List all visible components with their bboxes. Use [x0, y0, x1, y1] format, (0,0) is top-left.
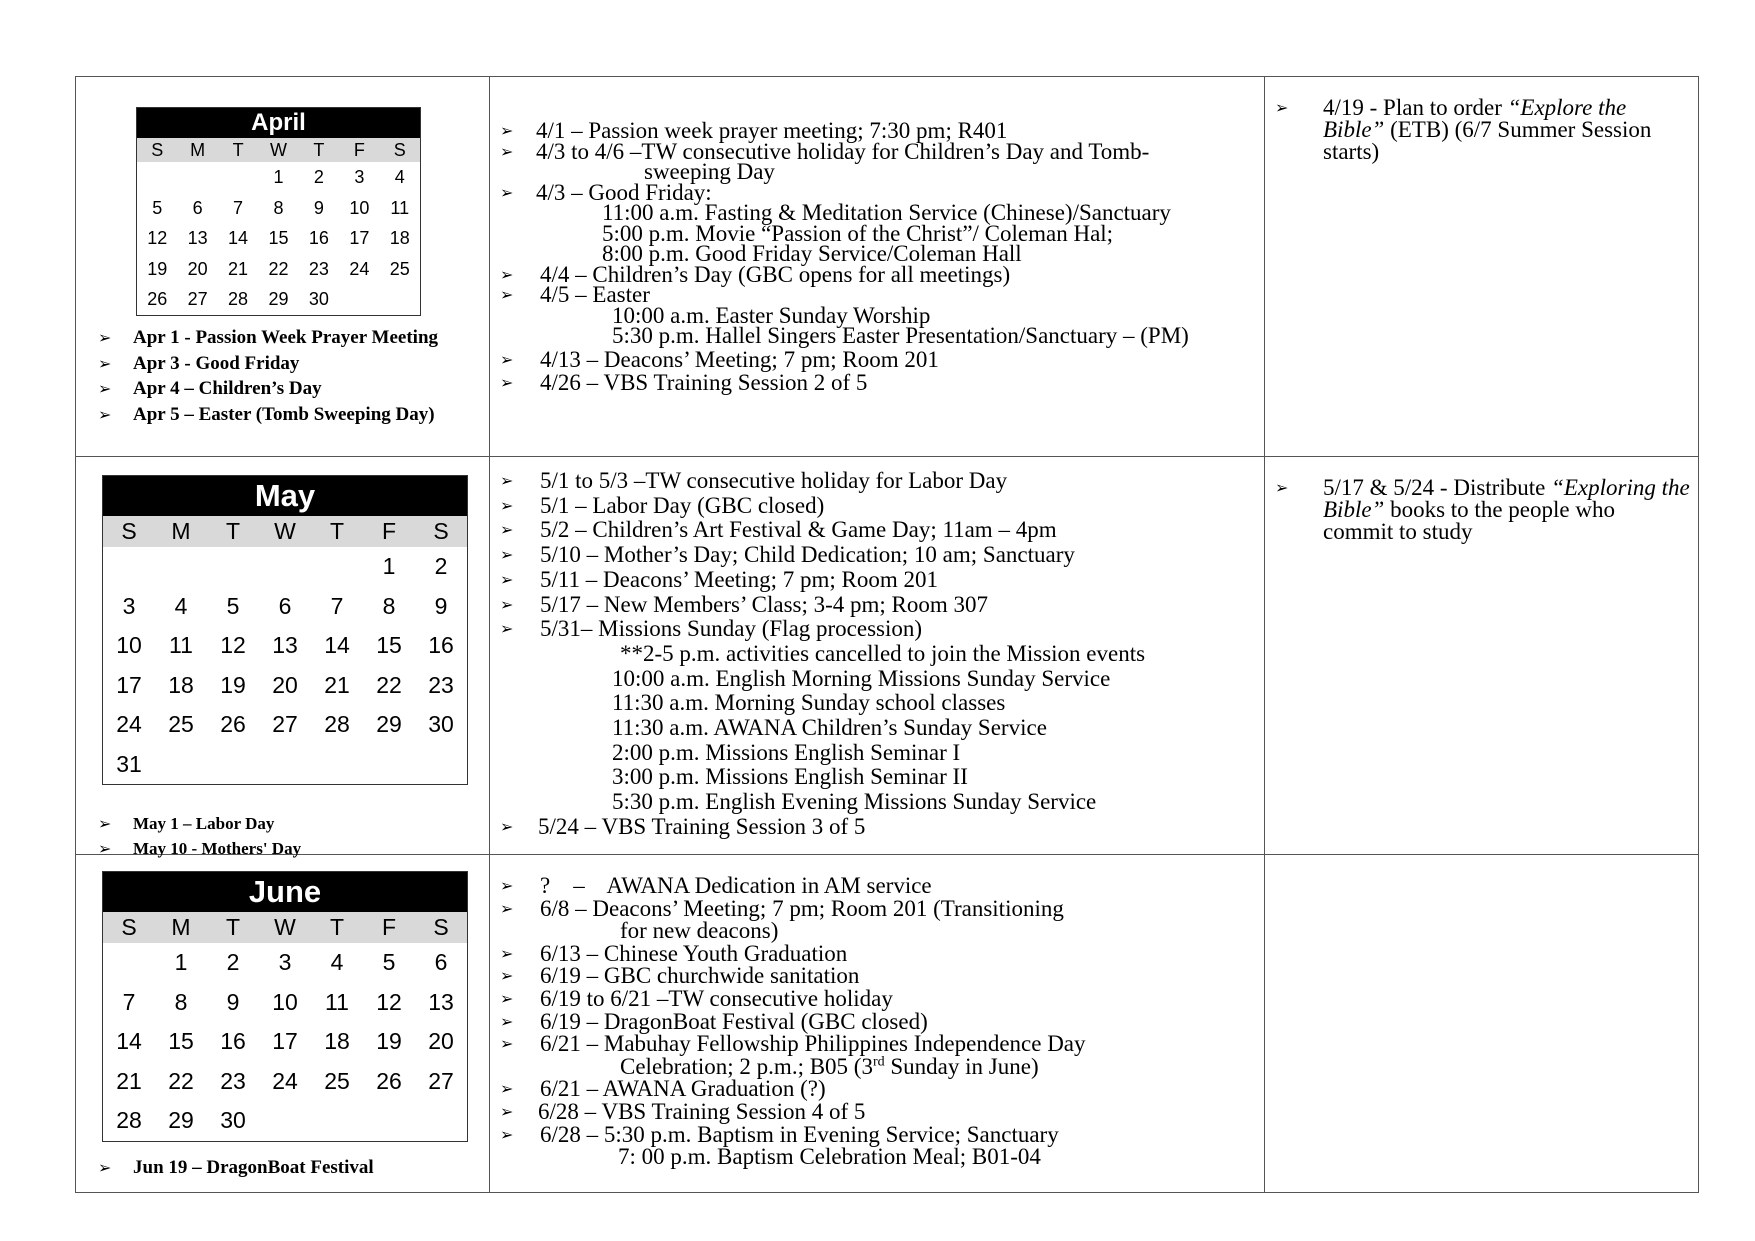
calendar-day: 2: [313, 167, 324, 187]
arrow-bullet-icon: ➢: [1275, 98, 1289, 117]
calendar-day: 25: [389, 258, 410, 279]
list-item: ➢ 6/8 – Deacons’ Meeting; 7 pm; Room 201 (Transitioning: [500, 895, 1064, 921]
calendar-day: 12: [376, 988, 402, 1015]
weekday-label: W: [269, 140, 287, 160]
holiday-item: ➢ May 1 – Labor Day: [98, 811, 301, 836]
calendar-day: [218, 162, 258, 193]
june-holiday-list: [98, 1155, 374, 1180]
arrow-bullet-icon: ➢: [500, 569, 514, 589]
calendar-day: 23: [220, 1067, 246, 1094]
arrow-bullet-icon: ➢: [500, 349, 514, 369]
calendar-day: [155, 745, 207, 785]
weekday-label: W: [274, 914, 296, 940]
list-item: ➢ 5/1 to 5/3 –TW consecutive holiday for Labor Day: [500, 468, 1008, 493]
may-day-grid: [103, 547, 467, 784]
calendar-day: 27: [272, 711, 298, 737]
calendar-day: 8: [174, 988, 188, 1015]
calendar-day: 24: [116, 711, 142, 737]
may-events-cell: [490, 457, 1265, 855]
calendar-day: 25: [168, 711, 194, 737]
calendar-day: [415, 745, 467, 785]
arrow-bullet-icon: ➢: [500, 898, 514, 918]
calendar-day: 3: [278, 949, 292, 975]
april-mini-calendar: [136, 107, 421, 316]
list-item: ➢ 6/21 – AWANA Graduation (?): [500, 1076, 826, 1102]
calendar-day: 26: [376, 1067, 402, 1094]
weekday-label: S: [121, 914, 137, 940]
calendar-day: 28: [324, 711, 350, 737]
arrow-bullet-icon: ➢: [500, 966, 514, 986]
weekday-label: S: [151, 140, 164, 160]
calendar-day: [339, 284, 379, 315]
arrow-bullet-icon: ➢: [500, 1079, 514, 1099]
list-sub-item: 5:30 p.m. Hallel Singers Easter Presentation/Sanctuary – (PM): [612, 323, 1189, 348]
calendar-day: 18: [168, 671, 194, 698]
arrow-bullet-icon: ➢: [500, 471, 514, 490]
calendar-day: 4: [330, 949, 344, 975]
list-item: ➢ 5/11 – Deacons’ Meeting; 7 pm; Room 201: [500, 566, 938, 592]
calendar-day: 10: [116, 632, 142, 658]
calendar-day: [103, 943, 155, 983]
calendar-day: 1: [174, 949, 188, 975]
list-item: ➢ 6/19 – DragonBoat Festival (GBC closed): [500, 1008, 928, 1034]
calendar-day: 10: [272, 988, 298, 1015]
calendar-day: 20: [187, 258, 208, 279]
calendar-day: [155, 547, 207, 587]
calendar-day: 14: [324, 632, 350, 658]
calendar-day: 2: [434, 553, 448, 579]
list-item: ➢ 6/19 – GBC churchwide sanitation: [500, 963, 860, 989]
calendar-day: 19: [220, 671, 246, 698]
calendar-day: 1: [273, 167, 284, 187]
calendar-day: [311, 745, 363, 785]
calendar-day: 15: [376, 632, 402, 658]
calendar-day: 7: [233, 197, 244, 218]
calendar-day: 3: [122, 592, 136, 619]
may-holiday-list: [98, 811, 301, 861]
calendar-day: 10: [349, 197, 370, 218]
weekday-label: M: [171, 914, 191, 940]
list-item: ➢ 6/13 – Chinese Youth Graduation: [500, 940, 848, 966]
calendar-day: 16: [428, 632, 454, 658]
calendar-day: 13: [428, 988, 454, 1015]
calendar-day: 5: [382, 949, 396, 975]
list-item: ➢ 5/24 – VBS Training Session 3 of 5: [500, 813, 866, 839]
calendar-day: [103, 547, 155, 587]
arrow-bullet-icon: ➢: [500, 1011, 514, 1031]
calendar-day: 16: [220, 1028, 246, 1054]
arrow-bullet-icon: ➢: [500, 876, 514, 895]
calendar-day: 15: [168, 1028, 194, 1054]
april-weekday-header: [137, 138, 420, 162]
may-event-list: [500, 469, 1260, 840]
arrow-bullet-icon: ➢: [500, 285, 514, 304]
list-item-continuation: Celebration; 2 p.m.; B05 (3rd Sunday in June): [620, 1053, 1039, 1079]
arrow-bullet-icon: ➢: [1275, 478, 1289, 497]
weekday-label: S: [121, 518, 137, 544]
list-item-continuation: for new deacons): [620, 918, 779, 944]
calendar-day: 27: [187, 289, 208, 309]
calendar-day: [177, 162, 217, 193]
calendar-day: 20: [428, 1028, 454, 1054]
june-events-cell: [490, 855, 1265, 1193]
calendar-day: 29: [168, 1107, 194, 1133]
calendar-day: [380, 284, 420, 315]
calendar-day: 7: [330, 592, 344, 619]
calendar-day: 31: [116, 750, 142, 777]
calendar-day: 17: [272, 1028, 298, 1054]
calendar-day: 17: [349, 228, 370, 248]
weekday-label: F: [381, 914, 397, 940]
calendar-day: 9: [434, 592, 448, 619]
calendar-day: 22: [376, 671, 402, 698]
calendar-day: 21: [324, 671, 350, 698]
weekday-label: T: [329, 518, 345, 544]
weekday-label: S: [393, 140, 406, 160]
calendar-day: 6: [192, 197, 203, 218]
calendar-day: 13: [272, 632, 298, 658]
list-item: ➢ 4/3 – Good Friday:: [500, 179, 712, 205]
list-sub-item: 5:00 p.m. Movie “Passion of the Christ”/ Coleman Hal;: [602, 220, 1114, 246]
arrow-bullet-icon: ➢: [500, 264, 514, 284]
calendar-day: 29: [268, 289, 289, 309]
list-sub-item: 10:00 a.m. Easter Sunday Worship: [612, 302, 931, 328]
june-event-list: [500, 875, 1260, 1169]
calendar-day: 26: [220, 711, 246, 737]
calendar-day: [311, 1101, 363, 1141]
calendar-day: 5: [152, 197, 163, 218]
calendar-day: 24: [272, 1067, 298, 1094]
april-notes-cell: [1265, 77, 1699, 457]
list-item: ➢ 4/1 – Passion week prayer meeting; 7:30 pm; R401: [500, 118, 1008, 143]
calendar-day: 27: [428, 1067, 454, 1094]
calendar-day: 22: [168, 1067, 194, 1094]
calendar-day: 29: [376, 711, 402, 737]
weekday-label: M: [171, 518, 191, 544]
arrow-bullet-icon: ➢: [500, 943, 514, 963]
weekday-label: S: [433, 518, 449, 544]
june-day-grid: [103, 943, 467, 1141]
calendar-day: 4: [174, 592, 188, 619]
may-calendar-title: May: [103, 476, 467, 516]
calendar-day: 19: [376, 1028, 402, 1054]
calendar-day: 5: [226, 592, 240, 619]
list-sub-item: 10:00 a.m. English Morning Missions Sunday Service: [612, 665, 1111, 691]
calendar-day: [137, 162, 177, 193]
list-item: ➢ 5/17 – New Members’ Class; 3-4 pm; Room 307: [500, 591, 989, 617]
calendar-day: 25: [324, 1067, 350, 1094]
calendar-day: [259, 547, 311, 587]
list-item: ➢ ? – AWANA Dedication in AM service: [500, 873, 932, 898]
calendar-day: [363, 1101, 415, 1141]
list-item-continuation: sweeping Day: [644, 159, 775, 184]
weekday-label: T: [329, 914, 345, 940]
calendar-day: [207, 745, 259, 785]
arrow-bullet-icon: ➢: [500, 1101, 514, 1121]
holiday-item: ➢ Apr 4 – Children’s Day: [98, 376, 438, 402]
list-sub-item: **2-5 p.m. activities cancelled to join the Mission events: [620, 640, 1146, 666]
calendar-day: 3: [354, 167, 365, 187]
calendar-day: 23: [308, 258, 329, 279]
list-sub-item: 11:30 a.m. AWANA Children’s Sunday Service: [612, 715, 1047, 741]
calendar-day: 11: [325, 988, 349, 1015]
calendar-day: 21: [228, 258, 249, 279]
list-sub-item: 11:00 a.m. Fasting & Meditation Service (Chinese)/Sanctuary: [602, 200, 1171, 225]
may-notes: [1275, 477, 1690, 543]
list-item: ➢ 4/19 - Plan to order “Explore the Bible” (ETB) (6/7 Summer Session starts): [1275, 95, 1652, 164]
arrow-bullet-icon: ➢: [500, 373, 514, 392]
arrow-bullet-icon: ➢: [500, 495, 514, 515]
calendar-day: 8: [273, 197, 284, 218]
list-item: ➢ 4/26 – VBS Training Session 2 of 5: [500, 370, 868, 395]
holiday-item: ➢ Apr 3 - Good Friday: [98, 351, 438, 377]
calendar-day: [415, 1101, 467, 1141]
calendar-day: 20: [272, 671, 298, 698]
list-sub-item: 2:00 p.m. Missions English Seminar I: [612, 739, 961, 765]
calendar-day: 28: [228, 289, 249, 309]
list-sub-item: 3:00 p.m. Missions English Seminar II: [612, 764, 968, 790]
list-item: ➢ 6/21 – Mabuhay Fellowship Philippines Independence Day: [500, 1031, 1086, 1057]
arrow-bullet-icon: ➢: [500, 182, 514, 202]
list-sub-item: 5:30 p.m. English Evening Missions Sunday Service: [612, 789, 1097, 815]
calendar-day: [311, 547, 363, 587]
arrow-bullet-icon: ➢: [500, 988, 514, 1008]
weekday-label: W: [274, 518, 296, 544]
list-item: ➢ 5/2 – Children’s Art Festival & Game Day; 11am – 4pm: [500, 517, 1057, 543]
june-notes-cell: [1265, 855, 1699, 1193]
calendar-day: 22: [268, 258, 289, 279]
weekday-label: T: [232, 140, 244, 160]
arrow-bullet-icon: ➢: [500, 141, 514, 161]
calendar-day: 14: [116, 1028, 142, 1054]
weekday-label: M: [190, 140, 206, 160]
calendar-day: 2: [226, 949, 240, 975]
calendar-day: 11: [390, 197, 410, 218]
calendar-day: 15: [268, 228, 289, 248]
list-sub-item: 7: 00 p.m. Baptism Celebration Meal; B01-04: [618, 1144, 1041, 1170]
may-notes-cell: [1265, 457, 1699, 855]
list-item: ➢ 6/28 – 5:30 p.m. Baptism in Evening Service; Sanctuary: [500, 1121, 1059, 1147]
june-weekday-header: [103, 912, 467, 943]
calendar-day: [259, 745, 311, 785]
june-calendar-cell: [76, 855, 490, 1193]
calendar-day: [259, 1101, 311, 1141]
calendar-day: 12: [220, 632, 246, 658]
calendar-day: 11: [169, 632, 193, 658]
calendar-day: 30: [220, 1107, 246, 1133]
calendar-day: 19: [147, 258, 168, 279]
calendar-day: 8: [382, 592, 396, 619]
holiday-item: ➢ Apr 1 - Passion Week Prayer Meeting: [98, 325, 438, 351]
calendar-day: 24: [349, 258, 370, 279]
april-event-list: [500, 118, 1260, 395]
list-item: ➢ 4/4 – Children’s Day (GBC opens for all meetings): [500, 261, 1011, 287]
weekday-label: F: [353, 140, 365, 160]
calendar-day: 1: [382, 553, 396, 579]
calendar-day: 12: [147, 228, 168, 248]
weekday-label: F: [381, 518, 397, 544]
list-item: ➢ 5/1 – Labor Day (GBC closed): [500, 492, 825, 518]
weekday-label: T: [313, 140, 325, 160]
calendar-day: 6: [278, 592, 292, 619]
calendar-day: 9: [226, 988, 240, 1015]
arrow-bullet-icon: ➢: [500, 816, 514, 836]
calendar-day: 6: [434, 949, 448, 975]
list-item: ➢ 5/31– Missions Sunday (Flag procession): [500, 616, 923, 642]
calendar-day: 18: [389, 228, 410, 248]
list-item: ➢ 6/28 – VBS Training Session 4 of 5: [500, 1098, 866, 1124]
calendar-day: 4: [394, 167, 405, 187]
calendar-day: 30: [308, 289, 329, 309]
arrow-bullet-icon: ➢: [500, 520, 514, 540]
arrow-bullet-icon: ➢: [500, 1034, 514, 1054]
calendar-day: 13: [187, 228, 208, 248]
april-events-cell: [490, 77, 1265, 457]
calendar-day: [363, 745, 415, 785]
list-item: ➢ 5/17 & 5/24 - Distribute “Exploring the Bible” books to the people who commit to study: [1275, 475, 1690, 544]
calendar-table: [75, 76, 1699, 1193]
calendar-day: 17: [116, 671, 142, 698]
calendar-day: 7: [122, 988, 136, 1015]
arrow-bullet-icon: ➢: [500, 545, 514, 565]
calendar-day: 26: [147, 289, 168, 309]
weekday-label: S: [433, 914, 449, 940]
calendar-day: 21: [116, 1067, 142, 1094]
holiday-item: ➢ Jun 19 – DragonBoat Festival: [98, 1155, 374, 1180]
april-calendar-cell: [76, 77, 490, 457]
may-mini-calendar: [102, 475, 468, 785]
april-notes: [1275, 97, 1690, 163]
weekday-label: T: [225, 518, 241, 544]
calendar-day: 28: [116, 1107, 142, 1133]
may-calendar-cell: [76, 457, 490, 858]
arrow-bullet-icon: ➢: [500, 121, 514, 140]
list-item: ➢ 6/19 to 6/21 –TW consecutive holiday: [500, 985, 893, 1011]
calendar-day: 16: [308, 228, 329, 248]
calendar-day: [207, 547, 259, 587]
weekday-label: T: [225, 914, 241, 940]
june-calendar-title: June: [103, 872, 467, 912]
arrow-bullet-icon: ➢: [500, 619, 514, 639]
april-day-grid: [137, 162, 420, 315]
list-item: ➢ 4/5 – Easter: [500, 282, 650, 307]
list-sub-item: 11:30 a.m. Morning Sunday school classes: [612, 690, 1006, 716]
list-sub-item: 8:00 p.m. Good Friday Service/Coleman Hall: [602, 241, 1022, 266]
arrow-bullet-icon: ➢: [500, 1124, 514, 1144]
holiday-item: ➢ Apr 5 – Easter (Tomb Sweeping Day): [98, 402, 438, 428]
calendar-day: 9: [313, 197, 324, 218]
arrow-bullet-icon: ➢: [500, 594, 514, 614]
holiday-item: ➢ May 10 - Mothers' Day: [98, 836, 301, 861]
june-mini-calendar: [102, 871, 468, 1142]
calendar-day: 14: [228, 228, 249, 248]
april-calendar-title: April: [137, 108, 420, 138]
list-item: ➢ 5/10 – Mother’s Day; Child Dedication; 10 am; Sanctuary: [500, 542, 1075, 568]
list-item: ➢ 4/13 – Deacons’ Meeting; 7 pm; Room 201: [500, 346, 939, 372]
calendar-day: 30: [428, 711, 454, 737]
may-weekday-header: [103, 516, 467, 547]
april-holiday-list: [98, 325, 438, 427]
calendar-day: 23: [428, 671, 454, 698]
calendar-day: 18: [324, 1028, 350, 1054]
list-item: ➢ 4/3 to 4/6 –TW consecutive holiday for Children’s Day and Tomb-: [500, 138, 1150, 164]
